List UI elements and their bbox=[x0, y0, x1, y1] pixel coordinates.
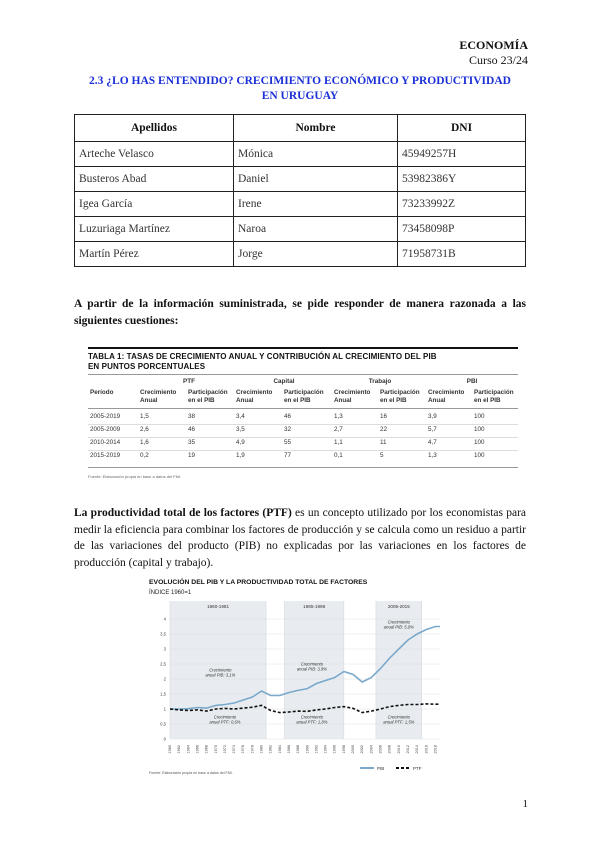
x-tick-label: 1970 bbox=[213, 745, 218, 754]
x-tick-label: 1976 bbox=[241, 745, 246, 754]
x-tick-label: 1984 bbox=[277, 745, 282, 754]
legend-ptf-label: PTF bbox=[413, 766, 422, 771]
figure-title bbox=[88, 352, 437, 371]
annotation-line2: anual PIB: 3,1% bbox=[205, 672, 236, 678]
x-tick-label: 2012 bbox=[405, 745, 410, 754]
value-cell: 1,3 bbox=[428, 452, 437, 459]
name-cell: Daniel bbox=[234, 167, 398, 192]
value-cell: 35 bbox=[188, 439, 196, 446]
ptf-term: La productividad total de los factores (PTF) bbox=[74, 507, 292, 519]
column-header: Apellidos bbox=[75, 115, 234, 142]
name-cell: Naroa bbox=[234, 217, 398, 242]
x-tick-label: 1996 bbox=[332, 745, 337, 754]
name-cell: Jorge bbox=[234, 242, 398, 267]
value-cell: 1,6 bbox=[140, 439, 149, 446]
x-tick-label: 1978 bbox=[250, 745, 255, 754]
x-tick-label: 1986 bbox=[286, 745, 291, 754]
surname-cell: Arteche Velasco bbox=[75, 142, 234, 167]
figure-rule bbox=[88, 467, 518, 468]
figure-title-line1: TABLA 1: TASAS DE CRECIMIENTO ANUAL Y CONTRIBUCIÓN AL CRECIMIENTO DEL PIB bbox=[88, 352, 437, 361]
x-tick-label: 1992 bbox=[314, 745, 319, 754]
group-header-ptf: PTF bbox=[183, 378, 195, 385]
y-tick-label: 4 bbox=[163, 616, 166, 622]
surname-cell: Martín Pérez bbox=[75, 242, 234, 267]
y-tick-label: 0 bbox=[163, 736, 166, 742]
value-cell: 5,7 bbox=[428, 426, 437, 433]
chart-source: Fuente: Elaboración propia en base a datos del FMI. bbox=[149, 771, 233, 775]
x-tick-label: 2004 bbox=[369, 745, 374, 754]
value-cell: 55 bbox=[284, 439, 292, 446]
subheader-cell: Crecimiento Anual bbox=[334, 389, 371, 404]
annotation-line1: Crecimiento bbox=[300, 714, 324, 720]
value-cell: 100 bbox=[474, 413, 485, 420]
annotation-line1: Crecimiento bbox=[300, 661, 324, 667]
x-tick-label: 1962 bbox=[177, 745, 182, 754]
value-cell: 5 bbox=[380, 452, 384, 459]
value-cell: 1,3 bbox=[334, 413, 343, 420]
y-tick-label: 2,5 bbox=[160, 661, 166, 667]
column-header: DNI bbox=[398, 115, 526, 142]
subheader-cell: Participación en el PIB bbox=[284, 389, 324, 404]
period-cell: 2005-2009 bbox=[90, 426, 121, 433]
x-tick-label: 1966 bbox=[195, 745, 200, 754]
period-cell: 2010-2014 bbox=[90, 439, 121, 446]
value-cell: 4,9 bbox=[236, 439, 245, 446]
y-tick-label: 1,5 bbox=[160, 691, 166, 697]
dni-cell: 53982386Y bbox=[398, 167, 526, 192]
x-tick-label: 1960 bbox=[168, 745, 172, 754]
x-tick-label: 1972 bbox=[222, 745, 227, 754]
value-cell: 0,2 bbox=[140, 452, 149, 459]
growth-table-figure bbox=[88, 347, 518, 483]
annotation-line1: Crecimiento bbox=[387, 714, 410, 720]
ptf-paragraph bbox=[74, 505, 526, 571]
table-header-row bbox=[75, 115, 526, 142]
header-course: Curso 23/24 bbox=[468, 53, 528, 67]
value-cell: 46 bbox=[188, 426, 196, 433]
row-divider bbox=[88, 424, 518, 425]
subheader-cell: Crecimiento Anual bbox=[428, 389, 465, 404]
value-cell: 22 bbox=[380, 426, 388, 433]
surname-cell: Busteros Abad bbox=[75, 167, 234, 192]
period-label: Período bbox=[90, 389, 114, 396]
x-tick-label: 1990 bbox=[305, 745, 310, 754]
value-cell: 2,6 bbox=[140, 426, 149, 433]
value-cell: 100 bbox=[474, 452, 485, 459]
dni-cell: 71958731B bbox=[398, 242, 526, 267]
value-cell: 2,7 bbox=[334, 426, 343, 433]
x-tick-label: 1998 bbox=[341, 745, 346, 754]
section-title: 2.3 ¿LO HAS ENTENDIDO? CRECIMIENTO ECONÓMICO Y PRODUCTIVIDAD EN URUGUAY bbox=[89, 75, 511, 102]
period-label: 1960-1981 bbox=[207, 604, 230, 609]
table-row bbox=[75, 192, 526, 217]
chart-title: EVOLUCIÓN DEL PIB Y LA PRODUCTIVIDAD TOTAL DE FACTORES bbox=[149, 579, 368, 586]
value-cell: 32 bbox=[284, 426, 292, 433]
value-cell: 3,5 bbox=[236, 426, 245, 433]
x-tick-label: 1982 bbox=[268, 745, 273, 754]
surname-cell: Igea García bbox=[75, 192, 234, 217]
x-tick-label: 1988 bbox=[296, 745, 301, 754]
annotation-line1: Crecimiento bbox=[387, 619, 410, 625]
y-tick-label: 2 bbox=[163, 676, 166, 682]
value-cell: 3,9 bbox=[428, 413, 437, 420]
figure-top-rule bbox=[88, 347, 518, 349]
figure-rule bbox=[88, 408, 518, 409]
value-cell: 1,5 bbox=[140, 413, 149, 420]
x-tick-label: 2016 bbox=[424, 745, 429, 754]
value-cell: 38 bbox=[188, 413, 196, 420]
value-cell: 100 bbox=[474, 426, 485, 433]
x-tick-label: 1974 bbox=[232, 745, 237, 754]
subheader-cell: Participación en el PIB bbox=[188, 389, 228, 404]
annotation-line1: Crecimiento bbox=[213, 714, 237, 720]
x-tick-label: 2002 bbox=[360, 745, 365, 754]
annotation-line2: anual PIB: 5,0% bbox=[383, 624, 414, 630]
figure-source: Fuente: Elaboración propia en base a datos del FMI. bbox=[88, 474, 182, 479]
gdp-ptf-chart-figure bbox=[148, 577, 448, 777]
value-cell: 100 bbox=[474, 439, 485, 446]
annotation-line2: anual PTF: 1,5% bbox=[383, 719, 415, 725]
value-cell: 77 bbox=[284, 452, 292, 459]
table-row bbox=[75, 242, 526, 267]
x-tick-label: 2018 bbox=[433, 745, 438, 754]
value-cell: 11 bbox=[380, 439, 387, 446]
name-cell: Mónica bbox=[234, 142, 398, 167]
annotation-line2: anual PTF: 1,8% bbox=[296, 719, 328, 725]
table-row bbox=[75, 167, 526, 192]
x-tick-label: 2008 bbox=[387, 745, 392, 754]
period-cell: 2015-2019 bbox=[90, 452, 121, 459]
subheader-cell: Crecimiento Anual bbox=[236, 389, 273, 404]
row-divider bbox=[88, 450, 518, 451]
gdp-ptf-chart bbox=[148, 577, 448, 777]
group-header-trabajo: Trabajo bbox=[368, 378, 392, 385]
x-tick-label: 2014 bbox=[415, 745, 420, 754]
y-tick-label: 3 bbox=[163, 646, 166, 652]
instructions-text: A partir de la información suministrada, se pide responder de manera razonada a las siguientes cuestiones: bbox=[74, 298, 526, 327]
ptf-definition: es un concepto utilizado por los economistas para medir la eficiencia para combinar los factores de producción y se calcula como un residuo a partir de las variaciones del producto (PIB) no explicadas por las variaciones en los factores de producción (capital y trabajo). bbox=[74, 507, 527, 569]
name-cell: Irene bbox=[234, 192, 398, 217]
period-label: 2005-2015 bbox=[387, 604, 410, 609]
table-row bbox=[75, 217, 526, 242]
table-row bbox=[75, 142, 526, 167]
y-tick-label: 3,5 bbox=[160, 631, 166, 637]
dni-cell: 73233992Z bbox=[398, 192, 526, 217]
row-divider bbox=[88, 437, 518, 438]
value-cell: 46 bbox=[284, 413, 292, 420]
header-subject: ECONOMÍA bbox=[459, 38, 528, 52]
subheader-cell: Participación en el PIB bbox=[474, 389, 514, 404]
x-tick-label: 2010 bbox=[396, 745, 401, 754]
value-cell: 19 bbox=[188, 452, 196, 459]
x-tick-label: 1994 bbox=[323, 745, 328, 754]
y-tick-label: 0,5 bbox=[160, 721, 166, 727]
dni-cell: 45949257H bbox=[398, 142, 526, 167]
subheader-cell: Crecimiento Anual bbox=[140, 389, 177, 404]
annotation-line2: anual PTF: 0,6% bbox=[209, 719, 241, 725]
figure-title-line2: EN PUNTOS PORCENTUALES bbox=[88, 361, 206, 371]
x-tick-label: 1980 bbox=[259, 745, 264, 754]
y-tick-label: 1 bbox=[163, 706, 166, 712]
figure-rule bbox=[88, 374, 518, 375]
chart-subtitle: ÍNDICE 1960=1 bbox=[149, 590, 192, 596]
annotation-line1: Crecimiento bbox=[209, 667, 232, 673]
value-cell: 4,7 bbox=[428, 439, 437, 446]
x-tick-label: 1968 bbox=[204, 745, 209, 754]
value-cell: 16 bbox=[380, 413, 388, 420]
x-tick-label: 1964 bbox=[186, 745, 191, 754]
subheader-cell: Participación en el PIB bbox=[380, 389, 420, 404]
value-cell: 3,4 bbox=[236, 413, 245, 420]
x-tick-label: 2000 bbox=[351, 745, 356, 754]
surname-cell: Luzuriaga Martínez bbox=[75, 217, 234, 242]
value-cell: 1,9 bbox=[236, 452, 245, 459]
column-header: Nombre bbox=[234, 115, 398, 142]
group-header-capital: Capital bbox=[273, 378, 295, 385]
value-cell: 1,1 bbox=[334, 439, 343, 446]
page-number: 1 bbox=[522, 798, 528, 810]
legend-pib-label: PIB bbox=[377, 766, 385, 771]
x-tick-label: 2006 bbox=[378, 745, 383, 754]
students-table bbox=[74, 114, 526, 267]
group-header-pbi: PBI bbox=[466, 378, 478, 385]
period-cell: 2005-2019 bbox=[90, 413, 121, 420]
annotation-line2: anual PIB: 3,9% bbox=[296, 666, 327, 672]
period-label: 1985-1998 bbox=[303, 604, 326, 609]
value-cell: 0,1 bbox=[334, 452, 343, 459]
dni-cell: 73458098P bbox=[398, 217, 526, 242]
